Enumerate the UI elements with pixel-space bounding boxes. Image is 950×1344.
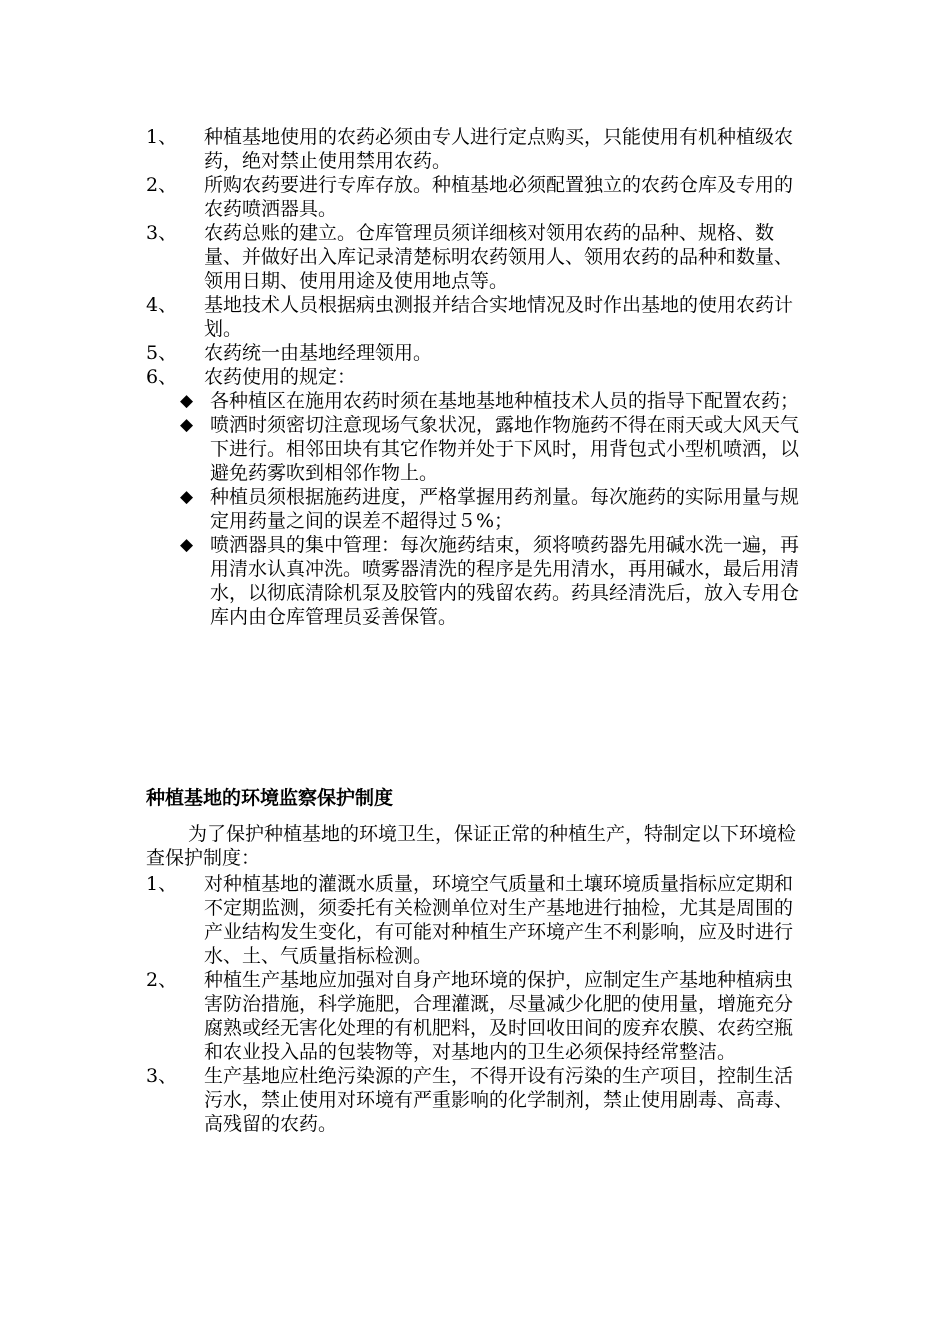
item-number: 5、: [146, 342, 178, 364]
section-heading: 种植基地的环境监察保护制度: [146, 787, 394, 809]
pesticide-rules-list: [146, 125, 810, 629]
item-number: 1、: [146, 126, 178, 148]
item-text: 种植生产基地应加强对自身产地环境的保护，应制定生产基地种植病虫害防治措施，科学施肥，合理灌溉，尽量减少化肥的使用量，增施充分腐熟或经无害化处理的有机肥料，及时回收田间的废弃农膜、农药空瓶和农业投入品的包装物等，对基地内的卫生必须保持经常整洁。: [204, 969, 794, 1063]
bullet-item: [180, 533, 810, 629]
bullet-item: [180, 389, 810, 413]
item-text: 基地技术人员根据病虫测报并结合实地情况及时作出基地的使用农药计划。: [204, 294, 794, 340]
item-number: 1、: [146, 873, 178, 895]
diamond-bullet-icon: ◆: [180, 391, 194, 411]
item-text: 对种植基地的灌溉水质量，环境空气质量和土壤环境质量指标应定期和不定期监测，须委托有关检测单位对生产基地进行抽检，尤其是周围的产业结构发生变化，有可能对种植生产环境产生不利影响，应及时进行水、土、气质量指标检测。: [204, 873, 794, 967]
list-item: [146, 221, 810, 293]
item-number: 6、: [146, 366, 178, 388]
item-text: 所购农药要进行专库存放。种植基地必须配置独立的农药仓库及专用的农药喷洒器具。: [204, 174, 794, 220]
list-item: [146, 1064, 810, 1136]
item-text: 农药统一由基地经理领用。: [204, 342, 433, 364]
item-number: 3、: [146, 222, 178, 244]
usage-rules-bullets: [146, 389, 810, 629]
bullet-item: [180, 485, 810, 533]
list-item: [146, 341, 810, 365]
item-text: 农药使用的规定：: [204, 366, 357, 388]
environment-rules-list: [146, 872, 810, 1136]
list-item: [146, 968, 810, 1064]
list-item: [146, 125, 810, 173]
diamond-bullet-icon: ◆: [180, 415, 194, 435]
diamond-bullet-icon: ◆: [180, 535, 194, 555]
bullet-text: 喷洒器具的集中管理：每次施药结束，须将喷药器先用碱水洗一遍，再用清水认真冲洗。喷雾器清洗的程序是先用清水，再用碱水，最后用清水，以彻底清除机泵及胶管内的残留农药。药具经清洗后，放入专用仓库内由仓库管理员妥善保管。: [210, 534, 800, 628]
list-item: [146, 293, 810, 341]
bullet-text: 喷洒时须密切注意现场气象状况，露地作物施药不得在雨天或大风天气下进行。相邻田块有其它作物并处于下风时，用背包式小型机喷洒，以避免药雾吹到相邻作物上。: [210, 414, 800, 484]
item-number: 3、: [146, 1065, 178, 1087]
item-number: 4、: [146, 294, 178, 316]
item-number: 2、: [146, 969, 178, 991]
item-text: 生产基地应杜绝污染源的产生，不得开设有污染的生产项目，控制生活污水，禁止使用对环境有严重影响的化学制剂，禁止使用剧毒、高毒、高残留的农药。: [204, 1065, 794, 1135]
item-text: 农药总账的建立。仓库管理员须详细核对领用农药的品种、规格、数量、并做好出入库记录清楚标明农药领用人、领用农药的品种和数量、领用日期、使用用途及使用地点等。: [204, 222, 794, 292]
bullet-text: 种植员须根据施药进度，严格掌握用药剂量。每次施药的实际用量与规定用药量之间的误差不超得过５%；: [210, 486, 800, 532]
bullet-item: [180, 413, 810, 485]
diamond-bullet-icon: ◆: [180, 487, 194, 507]
item-text: 种植基地使用的农药必须由专人进行定点购买，只能使用有机种植级农药，绝对禁止使用禁用农药。: [204, 126, 794, 172]
list-item: [146, 872, 810, 968]
intro-paragraph: 为了保护种植基地的环境卫生，保证正常的种植生产，特制定以下环境检查保护制度：: [146, 823, 797, 869]
list-item: [146, 173, 810, 221]
list-item: [146, 365, 810, 389]
item-number: 2、: [146, 174, 178, 196]
bullet-text: 各种植区在施用农药时须在基地基地种植技术人员的指导下配置农药；: [210, 390, 800, 412]
